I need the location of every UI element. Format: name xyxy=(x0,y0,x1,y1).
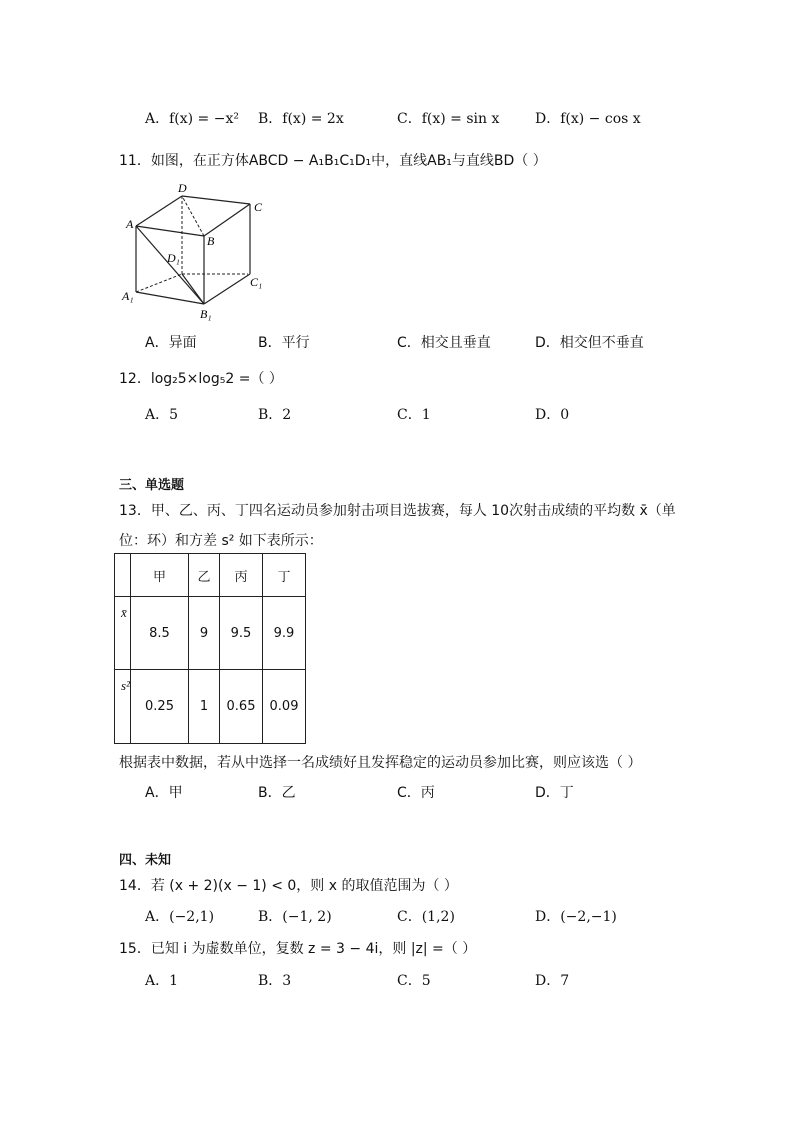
q13-option-d[interactable]: D．丁 xyxy=(535,785,574,801)
q12-option-c[interactable]: C．1 xyxy=(397,407,431,423)
diag-a-b1 xyxy=(136,226,204,304)
q13-stem-line2: 位：环）和方差 s² 如下表所示： xyxy=(119,533,323,549)
q10-option-d[interactable]: D．f(x) − cos x xyxy=(535,111,641,127)
variance-jia: 0.25 xyxy=(131,670,189,744)
variance-yi: 1 xyxy=(189,670,220,744)
label-c1: C₁ xyxy=(250,275,263,289)
q14-option-b[interactable]: B．(−1, 2) xyxy=(258,909,332,925)
q10-option-b[interactable]: B．f(x) = 2x xyxy=(258,111,344,127)
q11-option-d[interactable]: D．相交但不垂直 xyxy=(535,335,644,351)
q11-option-b[interactable]: B．平行 xyxy=(258,335,310,351)
mean-ding: 9.9 xyxy=(263,597,306,670)
q14-option-a[interactable]: A．(−2,1) xyxy=(145,909,215,925)
q12-option-d[interactable]: D．0 xyxy=(535,407,570,423)
q11-option-a[interactable]: A．异面 xyxy=(145,335,197,351)
q13-stem-line1: 13．甲、乙、丙、丁四名运动员参加射击项目选拔赛，每人 10次射击成绩的平均数 x̄（单 xyxy=(119,503,676,519)
cube-figure xyxy=(112,180,282,325)
q14-option-d[interactable]: D．(−2,−1) xyxy=(535,909,617,925)
q14-stem: 14．若 (x + 2)(x − 1) < 0，则 x 的取值范围为（ ） xyxy=(119,878,458,894)
diag-b-d xyxy=(182,196,204,236)
q10-option-c[interactable]: C．f(x) = sin x xyxy=(397,111,500,127)
header-yi: 乙 xyxy=(189,554,220,597)
mean-jia: 8.5 xyxy=(131,597,189,670)
label-b1: B₁ xyxy=(200,307,212,321)
mean-yi: 9 xyxy=(189,597,220,670)
q13-data-table xyxy=(114,553,306,744)
q13-option-c[interactable]: C．丙 xyxy=(397,785,435,801)
header-jia: 甲 xyxy=(131,554,189,597)
q13-after-table: 根据表中数据，若从中选择一名成绩好且发挥稳定的运动员参加比赛，则应该选（ ） xyxy=(119,755,642,771)
q15-option-c[interactable]: C．5 xyxy=(397,973,431,989)
q12-option-b[interactable]: B．2 xyxy=(258,407,292,423)
q15-option-a[interactable]: A．1 xyxy=(145,973,179,989)
q15-option-b[interactable]: B．3 xyxy=(258,973,292,989)
label-b: B xyxy=(207,234,215,248)
q13-option-b[interactable]: B．乙 xyxy=(258,785,296,801)
section-title-4: 四、未知 xyxy=(119,853,172,868)
row-label-mean: x̄ xyxy=(115,597,131,670)
section-title-3: 三、单选题 xyxy=(119,478,185,493)
label-d1: D₁ xyxy=(167,251,180,265)
mean-bing: 9.5 xyxy=(220,597,263,670)
header-bing: 丙 xyxy=(220,554,263,597)
q11-option-c[interactable]: C．相交且垂直 xyxy=(397,335,491,351)
q15-option-d[interactable]: D．7 xyxy=(535,973,570,989)
q14-option-c[interactable]: C．(1,2) xyxy=(397,909,455,925)
edge-a1-d1 xyxy=(136,274,182,292)
q10-option-a[interactable]: A．f(x) = −x² xyxy=(145,111,239,127)
label-a: A xyxy=(126,217,134,231)
label-a1: A₁ xyxy=(122,289,134,303)
variance-bing: 0.65 xyxy=(220,670,263,744)
header-ding: 丁 xyxy=(263,554,306,597)
table-corner xyxy=(115,554,131,597)
variance-ding: 0.09 xyxy=(263,670,306,744)
q15-stem: 15．已知 i 为虚数单位，复数 z = 3 − 4i，则 |z| =（ ） xyxy=(119,941,477,957)
q12-stem: 12．log₂5×log₅2 =（ ） xyxy=(119,371,283,387)
q11-stem: 11．如图，在正方体ABCD − A₁B₁C₁D₁中，直线AB₁与直线BD（ ） xyxy=(119,153,547,169)
label-c: C xyxy=(254,200,263,214)
q12-option-a[interactable]: A．5 xyxy=(145,407,179,423)
q13-option-a[interactable]: A．甲 xyxy=(145,785,183,801)
row-label-variance: s² xyxy=(115,670,131,744)
label-d: D xyxy=(178,181,187,195)
